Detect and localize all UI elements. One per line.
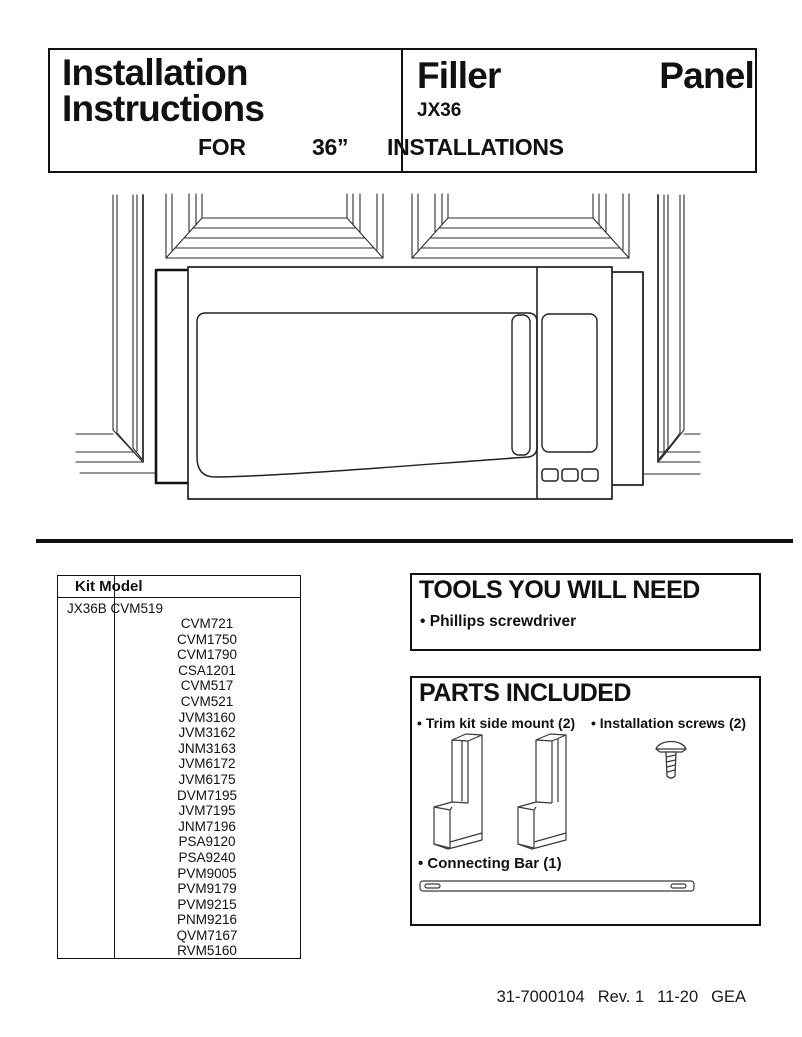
compatible-model-item: CVM1750 [176,631,238,647]
document-number: 31-7000104 [496,988,585,1006]
compatible-model-item: JVM3162 [178,725,236,741]
compatible-model-item: PVM9179 [177,881,237,897]
kit-model-table [57,575,301,959]
tool-item-phillips-screwdriver: • Phillips screwdriver [420,613,576,631]
microwave-door [197,313,537,477]
compatible-model-item: JNM3163 [178,740,236,756]
microwave-handle [512,315,530,455]
compatible-model-item: CVM517 [180,678,234,694]
cabinet-right-frame [643,195,700,474]
screw-icon [654,738,688,782]
kit-table-header [58,576,300,598]
compatible-model-item: QVM7167 [176,927,238,943]
filler-panel-right [610,272,643,485]
compatible-model-item: CVM1790 [176,647,238,663]
part-trim-kit-label: • Trim kit side mount (2) [417,715,575,731]
compatible-model-item: CVM721 [180,616,234,631]
compatible-model-item: JVM3160 [178,709,236,725]
trim-bracket-left [434,734,482,849]
trim-bracket-icon [432,730,572,870]
filler-panel-left [156,270,190,483]
part-screws-label: • Installation screws (2) [591,715,746,731]
compatible-model-item: PSA9240 [178,849,236,865]
kit-model-row: JX36B CVM519 [67,601,164,616]
model-number: JX36 [417,100,462,121]
cabinet-left-frame [76,195,156,473]
compatible-model-item: RVM5160 [177,943,237,959]
title-line1: Installation [62,52,248,93]
compatible-model-item: DVM7195 [176,787,238,803]
date-code: 11-20 [657,988,699,1006]
brand: GEA [711,988,746,1006]
page-title [62,52,265,129]
part-connecting-bar-label: • Connecting Bar (1) [418,855,562,872]
product-word2: Panel [659,55,754,96]
compatible-model-item: JNM7196 [178,818,236,834]
tools-box [410,573,761,651]
compatible-model-item: CSA1201 [178,662,236,678]
product-title [410,55,754,97]
title-line2: Instructions [62,88,265,129]
parts-box [410,676,761,926]
compatible-model-item: CVM521 [180,693,234,709]
subtitle-installations: INSTALLATIONS [387,134,564,160]
installation-diagram [75,190,775,520]
compatible-model-item: JVM6172 [178,756,236,772]
revision: Rev. 1 [597,988,645,1006]
compatible-model-item: PSA9120 [178,834,236,850]
subtitle-for: FOR [198,134,246,160]
product-word1: Filler [417,55,501,96]
compatible-model-item: PVM9005 [177,865,237,881]
tools-title: TOOLS YOU WILL NEED [419,576,700,604]
compatible-model-item: JVM6175 [178,771,236,787]
compatible-model-list [114,616,300,959]
connecting-bar-icon [419,878,695,894]
microwave [188,267,612,499]
compatible-model-item: JVM7195 [178,803,236,819]
compatible-model-item: PVM9215 [177,896,237,912]
cabinet-door-left [166,194,383,258]
trim-bracket-right [518,734,566,849]
parts-title: PARTS INCLUDED [419,679,631,707]
footer [497,988,746,1007]
header [48,48,757,173]
subtitle-size: 36” [312,134,349,160]
cabinet-door-right [412,194,629,258]
compatible-model-item: PNM9216 [176,912,238,928]
section-divider-rule [36,539,793,543]
kit-table-header-label: Kit Model [75,578,143,595]
